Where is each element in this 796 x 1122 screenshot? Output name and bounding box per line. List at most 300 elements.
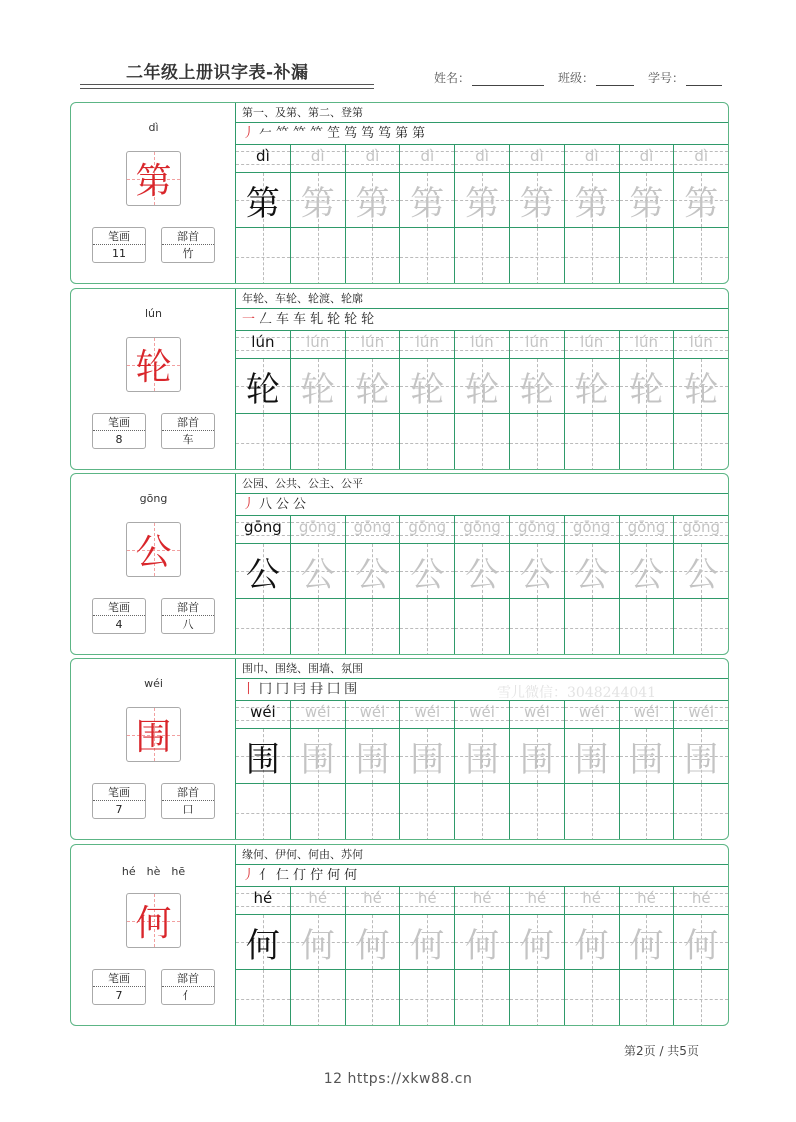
pinyin-cell[interactable] bbox=[346, 145, 400, 173]
char-trace: 第 bbox=[629, 183, 664, 224]
stroke-step: 丿 bbox=[242, 126, 256, 141]
tian-grid-cell[interactable] bbox=[565, 915, 619, 970]
practice-column bbox=[400, 701, 455, 840]
tian-grid-cell[interactable] bbox=[346, 729, 400, 784]
pinyin-trace: dì bbox=[365, 147, 380, 165]
pinyin-trace: lún bbox=[470, 333, 494, 351]
pinyin-trace: hé bbox=[417, 889, 437, 907]
practice-grid bbox=[236, 887, 728, 1026]
char-pinyin: wéi bbox=[144, 677, 163, 690]
number-line[interactable] bbox=[686, 72, 722, 86]
pinyin-trace: lún bbox=[415, 333, 439, 351]
practice-column bbox=[620, 887, 675, 1026]
practice-column bbox=[400, 516, 455, 655]
pinyin-cell[interactable] bbox=[455, 516, 509, 544]
practice-column bbox=[674, 331, 728, 470]
stroke-count-value: 4 bbox=[115, 618, 123, 631]
practice-column bbox=[620, 145, 675, 284]
pinyin-cell[interactable] bbox=[674, 145, 728, 173]
pinyin-trace: wéi bbox=[304, 703, 331, 721]
pinyin-trace: hé bbox=[582, 889, 602, 907]
tian-grid-blank-cell[interactable] bbox=[291, 414, 345, 470]
tian-grid-blank-cell[interactable] bbox=[236, 414, 290, 470]
char-trace: 围 bbox=[300, 739, 335, 780]
pinyin-trace: lún bbox=[580, 333, 604, 351]
pinyin-cell[interactable] bbox=[455, 887, 509, 915]
practice-column bbox=[455, 331, 510, 470]
char-trace: 轮 bbox=[629, 369, 664, 410]
character-card bbox=[70, 102, 729, 284]
practice-grid bbox=[236, 331, 728, 470]
pinyin-cell[interactable] bbox=[236, 887, 290, 915]
char-trace: 第 bbox=[245, 183, 280, 224]
pinyin-cell[interactable] bbox=[455, 145, 509, 173]
practice-column bbox=[236, 145, 291, 284]
stroke-step: 轮 bbox=[327, 312, 341, 327]
practice-column bbox=[291, 331, 346, 470]
pinyin-cell[interactable] bbox=[510, 887, 564, 915]
pinyin-trace: gōng bbox=[627, 518, 666, 536]
practice-column bbox=[620, 516, 675, 655]
pinyin-trace: dì bbox=[584, 147, 599, 165]
pinyin-cell[interactable] bbox=[620, 701, 674, 729]
tian-grid-cell[interactable] bbox=[674, 729, 728, 784]
character-card bbox=[70, 844, 729, 1026]
footer-url: 12 https://xkw88.cn bbox=[323, 1071, 473, 1087]
pinyin-cell[interactable] bbox=[400, 887, 454, 915]
tian-grid-blank-cell[interactable] bbox=[565, 970, 619, 1026]
tian-grid-cell[interactable] bbox=[620, 915, 674, 970]
char-trace: 何 bbox=[300, 925, 335, 966]
practice-column bbox=[236, 701, 291, 840]
tian-grid-cell[interactable] bbox=[236, 359, 290, 414]
stroke-step: 佇 bbox=[310, 868, 324, 883]
tian-grid-cell[interactable] bbox=[236, 544, 290, 599]
stroke-step: 公 bbox=[293, 497, 307, 512]
pinyin-trace: lún bbox=[306, 333, 330, 351]
pinyin-cell[interactable] bbox=[236, 331, 290, 359]
stroke-count-value: 7 bbox=[115, 803, 123, 816]
char-trace: 公 bbox=[355, 554, 390, 595]
tian-grid-blank-cell[interactable] bbox=[400, 970, 454, 1026]
tian-grid-blank-cell[interactable] bbox=[674, 970, 728, 1026]
char-trace: 围 bbox=[245, 739, 280, 780]
practice-grid bbox=[236, 701, 728, 840]
tian-grid-cell[interactable] bbox=[620, 359, 674, 414]
pinyin-cell[interactable] bbox=[291, 331, 345, 359]
name-field[interactable] bbox=[434, 69, 544, 86]
pinyin-cell[interactable] bbox=[346, 701, 400, 729]
tian-grid-cell[interactable] bbox=[400, 729, 454, 784]
tian-grid-cell[interactable] bbox=[291, 915, 345, 970]
char-info-panel bbox=[71, 289, 236, 469]
tian-grid-blank-cell[interactable] bbox=[674, 414, 728, 470]
char-trace: 公 bbox=[410, 554, 445, 595]
tian-grid-cell[interactable] bbox=[510, 729, 564, 784]
radical-value: 亻 bbox=[182, 989, 194, 1002]
stroke-step: 车 bbox=[293, 312, 307, 327]
tian-grid-cell[interactable] bbox=[455, 915, 509, 970]
char-trace: 何 bbox=[684, 925, 719, 966]
char-display: 第 bbox=[135, 161, 172, 202]
tian-grid-cell[interactable] bbox=[346, 915, 400, 970]
pinyin-trace: hé bbox=[691, 889, 711, 907]
stroke-step: 车 bbox=[276, 312, 290, 327]
class-field[interactable] bbox=[550, 69, 634, 86]
tian-grid-blank-cell[interactable] bbox=[565, 228, 619, 284]
char-info-panel bbox=[71, 659, 236, 839]
tian-grid-cell[interactable] bbox=[346, 359, 400, 414]
tian-grid-blank-cell[interactable] bbox=[346, 228, 400, 284]
name-label: 姓名： bbox=[434, 71, 471, 85]
pinyin-trace: lún bbox=[634, 333, 659, 351]
pinyin-trace: wéi bbox=[524, 703, 550, 721]
tian-grid-blank-cell[interactable] bbox=[510, 414, 564, 470]
pinyin-cell[interactable] bbox=[565, 701, 619, 729]
tian-grid-cell[interactable] bbox=[400, 359, 454, 414]
stroke-step: 囗 bbox=[327, 682, 341, 697]
char-trace: 围 bbox=[410, 739, 445, 780]
tian-grid-cell[interactable] bbox=[565, 173, 619, 228]
radical-box bbox=[161, 969, 215, 1005]
pinyin-cell[interactable] bbox=[565, 887, 619, 915]
stroke-step: 公 bbox=[276, 497, 290, 512]
pinyin-cell[interactable] bbox=[236, 145, 290, 173]
stroke-step: 第 bbox=[395, 126, 409, 141]
stroke-order-row bbox=[236, 865, 728, 887]
pinyin-cell[interactable] bbox=[510, 701, 564, 729]
pinyin-cell[interactable] bbox=[236, 516, 290, 544]
tian-grid-cell[interactable] bbox=[510, 915, 564, 970]
pinyin-cell[interactable] bbox=[400, 331, 454, 359]
char-trace: 公 bbox=[245, 554, 280, 595]
practice-column bbox=[346, 516, 401, 655]
tian-grid-cell[interactable] bbox=[510, 173, 564, 228]
pinyin-trace: gōng bbox=[518, 518, 556, 536]
practice-column bbox=[674, 516, 728, 655]
tian-grid-cell[interactable] bbox=[455, 544, 509, 599]
student-info bbox=[434, 69, 722, 86]
stroke-step: 冃 bbox=[293, 682, 307, 697]
pinyin-cell[interactable] bbox=[620, 516, 674, 544]
pinyin-trace: gōng bbox=[682, 518, 721, 536]
tian-grid-blank-cell[interactable] bbox=[400, 228, 454, 284]
char-trace: 何 bbox=[355, 925, 390, 966]
pinyin-trace: dì bbox=[475, 147, 489, 165]
tian-grid-cell[interactable] bbox=[400, 544, 454, 599]
pinyin-trace: wéi bbox=[578, 703, 605, 721]
pinyin-cell[interactable] bbox=[510, 516, 564, 544]
char-display-box bbox=[126, 151, 181, 206]
pinyin-cell[interactable] bbox=[510, 145, 564, 173]
tian-grid-blank-cell[interactable] bbox=[455, 414, 509, 470]
practice-column bbox=[291, 516, 346, 655]
tian-grid-blank-cell[interactable] bbox=[291, 599, 345, 655]
stroke-order-row bbox=[236, 494, 728, 516]
tian-grid-cell[interactable] bbox=[291, 729, 345, 784]
radical-value: 车 bbox=[182, 433, 194, 446]
practice-column bbox=[455, 516, 510, 655]
pinyin-trace: lún bbox=[251, 333, 275, 351]
practice-panel bbox=[236, 289, 728, 469]
radical-label: 部首 bbox=[162, 414, 214, 431]
example-words: 缘何、伊何、何由、苏何 bbox=[236, 845, 728, 865]
tian-grid-blank-cell[interactable] bbox=[346, 970, 400, 1026]
char-trace: 围 bbox=[519, 739, 554, 780]
tian-grid-cell[interactable] bbox=[565, 359, 619, 414]
stroke-step: 丨 bbox=[242, 682, 256, 697]
char-pinyin: dì bbox=[148, 121, 159, 134]
pinyin-cell[interactable] bbox=[565, 331, 619, 359]
practice-column bbox=[346, 331, 401, 470]
stroke-count-value: 7 bbox=[115, 989, 123, 1002]
tian-grid-cell[interactable] bbox=[291, 359, 345, 414]
pinyin-trace: hé bbox=[308, 889, 328, 907]
practice-column bbox=[291, 145, 346, 284]
stroke-step: 八 bbox=[259, 497, 273, 512]
tian-grid-blank-cell[interactable] bbox=[674, 228, 728, 284]
tian-grid-cell[interactable] bbox=[291, 544, 345, 599]
char-trace: 第 bbox=[465, 183, 500, 224]
char-info-panel bbox=[71, 474, 236, 654]
tian-grid-blank-cell[interactable] bbox=[510, 970, 564, 1026]
tian-grid-blank-cell[interactable] bbox=[455, 228, 509, 284]
tian-grid-cell[interactable] bbox=[236, 729, 290, 784]
tian-grid-cell[interactable] bbox=[620, 729, 674, 784]
char-trace: 围 bbox=[355, 739, 390, 780]
practice-panel bbox=[236, 103, 728, 283]
pinyin-cell[interactable] bbox=[400, 516, 454, 544]
tian-grid-blank-cell[interactable] bbox=[236, 599, 290, 655]
pinyin-cell[interactable] bbox=[455, 701, 509, 729]
tian-grid-blank-cell[interactable] bbox=[565, 784, 619, 840]
char-trace: 第 bbox=[410, 183, 445, 224]
tian-grid-cell[interactable] bbox=[620, 544, 674, 599]
pinyin-trace: hé bbox=[637, 889, 656, 907]
tian-grid-cell[interactable] bbox=[620, 173, 674, 228]
stroke-step: 笁 bbox=[327, 126, 341, 141]
char-trace: 何 bbox=[629, 925, 664, 966]
tian-grid-blank-cell[interactable] bbox=[620, 228, 674, 284]
stroke-order-row bbox=[236, 123, 728, 145]
tian-grid-blank-cell[interactable] bbox=[620, 414, 674, 470]
practice-column bbox=[565, 887, 620, 1026]
char-trace: 何 bbox=[410, 925, 445, 966]
tian-grid-cell[interactable] bbox=[455, 173, 509, 228]
stroke-step: 笃 bbox=[344, 126, 358, 141]
practice-column bbox=[455, 887, 510, 1026]
stroke-count-label: 笔画 bbox=[93, 784, 145, 801]
practice-column bbox=[291, 887, 346, 1026]
tian-grid-blank-cell[interactable] bbox=[400, 784, 454, 840]
stroke-count-label: 笔画 bbox=[93, 414, 145, 431]
char-trace: 何 bbox=[465, 925, 500, 966]
tian-grid-cell[interactable] bbox=[674, 359, 728, 414]
stroke-step: 轮 bbox=[361, 312, 375, 327]
pinyin-cell[interactable] bbox=[291, 145, 345, 173]
name-line[interactable] bbox=[472, 72, 544, 86]
practice-panel bbox=[236, 474, 728, 654]
pinyin-trace: gōng bbox=[298, 518, 337, 536]
stroke-step: 仁 bbox=[276, 868, 290, 883]
tian-grid-blank-cell[interactable] bbox=[620, 599, 674, 655]
char-trace: 公 bbox=[519, 554, 554, 595]
tian-grid-cell[interactable] bbox=[236, 915, 290, 970]
pinyin-trace: lún bbox=[360, 333, 385, 351]
pinyin-cell[interactable] bbox=[674, 331, 728, 359]
tian-grid-blank-cell[interactable] bbox=[400, 599, 454, 655]
char-trace: 轮 bbox=[574, 369, 609, 410]
tian-grid-cell[interactable] bbox=[674, 544, 728, 599]
tian-grid-cell[interactable] bbox=[565, 544, 619, 599]
char-trace: 轮 bbox=[684, 369, 719, 410]
tian-grid-blank-cell[interactable] bbox=[620, 970, 674, 1026]
tian-grid-blank-cell[interactable] bbox=[236, 970, 290, 1026]
pinyin-cell[interactable] bbox=[346, 887, 400, 915]
practice-column bbox=[510, 701, 565, 840]
pinyin-cell[interactable] bbox=[400, 145, 454, 173]
tian-grid-blank-cell[interactable] bbox=[400, 414, 454, 470]
pinyin-cell[interactable] bbox=[236, 701, 290, 729]
char-display: 何 bbox=[135, 903, 172, 944]
tian-grid-cell[interactable] bbox=[510, 544, 564, 599]
tian-grid-cell[interactable] bbox=[291, 173, 345, 228]
tian-grid-blank-cell[interactable] bbox=[674, 599, 728, 655]
tian-grid-cell[interactable] bbox=[565, 729, 619, 784]
pinyin-cell[interactable] bbox=[455, 331, 509, 359]
pinyin-cell[interactable] bbox=[674, 701, 728, 729]
pinyin-cell[interactable] bbox=[291, 701, 345, 729]
tian-grid-blank-cell[interactable] bbox=[565, 414, 619, 470]
stroke-count-box bbox=[92, 413, 146, 449]
tian-grid-blank-cell[interactable] bbox=[510, 228, 564, 284]
char-trace: 轮 bbox=[410, 369, 445, 410]
tian-grid-cell[interactable] bbox=[455, 359, 509, 414]
pinyin-cell[interactable] bbox=[346, 331, 400, 359]
practice-column bbox=[291, 701, 346, 840]
pinyin-cell[interactable] bbox=[346, 516, 400, 544]
radical-value: 口 bbox=[182, 803, 194, 816]
tian-grid-blank-cell[interactable] bbox=[236, 784, 290, 840]
tian-grid-blank-cell[interactable] bbox=[291, 784, 345, 840]
char-display-box bbox=[126, 522, 181, 577]
practice-column bbox=[400, 145, 455, 284]
stroke-step: 𠂉 bbox=[259, 126, 273, 141]
pinyin-cell[interactable] bbox=[400, 701, 454, 729]
char-trace: 围 bbox=[465, 739, 500, 780]
tian-grid-blank-cell[interactable] bbox=[674, 784, 728, 840]
tian-grid-blank-cell[interactable] bbox=[455, 784, 509, 840]
number-field[interactable] bbox=[640, 69, 722, 86]
pinyin-cell[interactable] bbox=[674, 887, 728, 915]
tian-grid-cell[interactable] bbox=[674, 173, 728, 228]
stroke-count-box bbox=[92, 227, 146, 263]
char-trace: 围 bbox=[574, 739, 609, 780]
tian-grid-blank-cell[interactable] bbox=[455, 970, 509, 1026]
class-line[interactable] bbox=[596, 72, 634, 86]
tian-grid-cell[interactable] bbox=[455, 729, 509, 784]
radical-label: 部首 bbox=[162, 784, 214, 801]
tian-grid-blank-cell[interactable] bbox=[455, 599, 509, 655]
char-trace: 第 bbox=[519, 183, 554, 224]
practice-column bbox=[346, 887, 401, 1026]
tian-grid-blank-cell[interactable] bbox=[510, 784, 564, 840]
practice-column bbox=[620, 331, 675, 470]
practice-panel bbox=[236, 845, 728, 1025]
char-trace: 何 bbox=[519, 925, 554, 966]
tian-grid-blank-cell[interactable] bbox=[236, 228, 290, 284]
pinyin-cell[interactable] bbox=[620, 887, 674, 915]
tian-grid-blank-cell[interactable] bbox=[291, 970, 345, 1026]
stroke-step: 第 bbox=[412, 126, 426, 141]
radical-box bbox=[161, 413, 215, 449]
practice-column bbox=[236, 331, 291, 470]
pinyin-cell[interactable] bbox=[620, 145, 674, 173]
pinyin-trace: gōng bbox=[353, 518, 392, 536]
char-trace: 第 bbox=[684, 183, 719, 224]
tian-grid-blank-cell[interactable] bbox=[346, 414, 400, 470]
stroke-step: 仃 bbox=[293, 868, 307, 883]
practice-column bbox=[455, 701, 510, 840]
pinyin-cell[interactable] bbox=[565, 145, 619, 173]
tian-grid-cell[interactable] bbox=[346, 544, 400, 599]
tian-grid-blank-cell[interactable] bbox=[620, 784, 674, 840]
tian-grid-blank-cell[interactable] bbox=[565, 599, 619, 655]
stroke-step: 轧 bbox=[310, 312, 324, 327]
pinyin-cell[interactable] bbox=[291, 887, 345, 915]
char-pinyin: lún bbox=[145, 307, 162, 320]
stroke-step: 冂 bbox=[276, 682, 290, 697]
tian-grid-blank-cell[interactable] bbox=[291, 228, 345, 284]
tian-grid-cell[interactable] bbox=[400, 173, 454, 228]
pinyin-cell[interactable] bbox=[510, 331, 564, 359]
char-display-box bbox=[126, 337, 181, 392]
radical-value: 八 bbox=[182, 618, 194, 631]
practice-column bbox=[236, 516, 291, 655]
pinyin-cell[interactable] bbox=[674, 516, 728, 544]
pinyin-cell[interactable] bbox=[565, 516, 619, 544]
practice-column bbox=[346, 145, 401, 284]
tian-grid-cell[interactable] bbox=[236, 173, 290, 228]
char-display-box bbox=[126, 707, 181, 762]
tian-grid-cell[interactable] bbox=[674, 915, 728, 970]
char-trace: 轮 bbox=[245, 369, 280, 410]
pinyin-trace: hé bbox=[527, 889, 547, 907]
tian-grid-cell[interactable] bbox=[346, 173, 400, 228]
practice-column bbox=[565, 331, 620, 470]
char-trace: 围 bbox=[629, 739, 664, 780]
pinyin-cell[interactable] bbox=[620, 331, 674, 359]
stroke-count-label: 笔画 bbox=[93, 970, 145, 987]
example-words: 围巾、围绕、围墙、氛围 bbox=[236, 659, 728, 679]
stroke-count-box bbox=[92, 598, 146, 634]
stroke-count-label: 笔画 bbox=[93, 599, 145, 616]
tian-grid-blank-cell[interactable] bbox=[346, 599, 400, 655]
tian-grid-blank-cell[interactable] bbox=[346, 784, 400, 840]
pinyin-trace: hé bbox=[472, 889, 492, 907]
tian-grid-cell[interactable] bbox=[400, 915, 454, 970]
pinyin-cell[interactable] bbox=[291, 516, 345, 544]
practice-column bbox=[510, 145, 565, 284]
pinyin-trace: gōng bbox=[244, 518, 282, 536]
character-card bbox=[70, 288, 729, 470]
pinyin-trace: dì bbox=[256, 147, 270, 165]
stroke-step: 𠃋 bbox=[259, 312, 273, 327]
tian-grid-blank-cell[interactable] bbox=[510, 599, 564, 655]
radical-label: 部首 bbox=[162, 228, 214, 245]
tian-grid-cell[interactable] bbox=[510, 359, 564, 414]
char-display: 轮 bbox=[135, 347, 172, 388]
